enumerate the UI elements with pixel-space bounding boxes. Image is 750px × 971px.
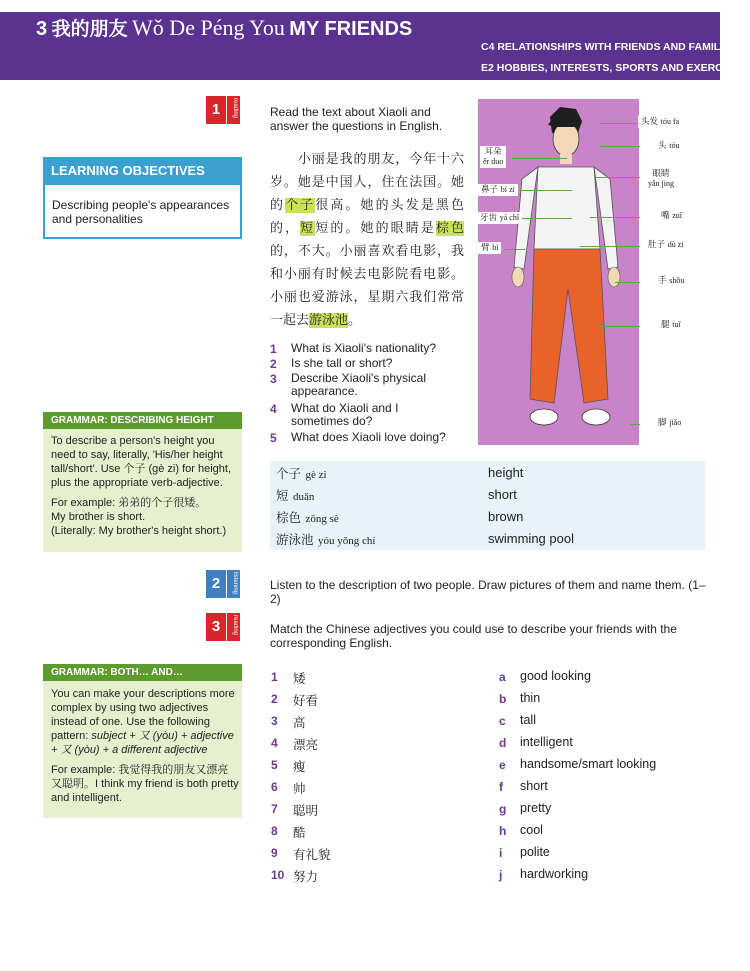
match-letter: c xyxy=(499,714,506,728)
label-leg: 腿 tuǐ xyxy=(658,319,684,331)
question-number: 4 xyxy=(270,402,277,416)
grammar-both-and-heading: GRAMMAR: BOTH… AND… xyxy=(43,664,242,681)
match-chinese: 努力 xyxy=(293,869,319,884)
match-number: 1 xyxy=(271,670,278,684)
match-chinese: 聪明 xyxy=(293,803,319,818)
label-line xyxy=(505,249,525,250)
learning-objectives-heading: LEARNING OBJECTIVES xyxy=(43,157,242,185)
match-english: tall xyxy=(520,713,536,727)
match-number: 10 xyxy=(271,868,285,882)
highlight-youyongchi: 游泳池 xyxy=(309,313,349,328)
topic-e2: E2 HOBBIES, INTERESTS, SPORTS AND EXERCISE xyxy=(481,62,740,74)
match-letter: j xyxy=(499,868,503,882)
label-line xyxy=(590,217,640,218)
match-chinese: 有礼貌 xyxy=(293,847,331,862)
vocab-row: 短 duǎn xyxy=(276,488,315,503)
topic-c4: C4 RELATIONSHIPS WITH FRIENDS AND FAMILY xyxy=(481,41,727,53)
match-number: 5 xyxy=(271,758,278,772)
highlight-duan: 短 xyxy=(300,221,316,236)
label-line xyxy=(600,146,640,147)
exercise-1-instruction: Read the text about Xiaoli and answer the questions in English. xyxy=(270,105,443,133)
grammar-height-heading: GRAMMAR: DESCRIBING HEIGHT xyxy=(43,412,242,429)
vocab-english: height xyxy=(488,465,524,480)
label-line xyxy=(600,326,640,327)
match-english: polite xyxy=(520,845,550,859)
question-number: 1 xyxy=(270,342,277,356)
vocab-english: brown xyxy=(488,509,524,524)
match-english: pretty xyxy=(520,801,552,815)
exercise-1-badge: 1 xyxy=(206,96,226,124)
match-number: 3 xyxy=(271,714,278,728)
match-letter: e xyxy=(499,758,506,772)
grammar-both-and-text: You can make your descriptions more complex by using two adjectives instead of one. Use the following pattern: subject + 又 (yòu) + adjective + 又 (yòu) + a different adjective For example: 我觉得我的朋友又漂亮又聪明。I think my friend is both pretty and intelligent. xyxy=(51,688,239,804)
title-pinyin: Wǒ De Péng You xyxy=(132,15,285,40)
match-letter: a xyxy=(499,670,506,684)
match-english: cool xyxy=(520,823,543,837)
learning-objectives-text: Describing people's appearances and personalities xyxy=(52,198,230,226)
match-letter: h xyxy=(499,824,507,838)
label-line xyxy=(580,246,640,247)
match-number: 9 xyxy=(271,846,278,860)
match-chinese: 漂亮 xyxy=(293,737,319,752)
question-text: What do Xiaoli and I sometimes do? xyxy=(291,401,399,428)
label-line xyxy=(522,218,572,219)
title-english: MY FRIENDS xyxy=(289,18,413,40)
exercise-3-badge: 3 xyxy=(206,613,226,641)
match-chinese: 帅 xyxy=(293,781,306,796)
highlight-zongse: 棕色 xyxy=(435,221,464,236)
match-letter: g xyxy=(499,802,507,816)
match-chinese: 矮 xyxy=(293,671,306,686)
match-english: short xyxy=(520,779,548,793)
listening-tab: listening xyxy=(227,570,240,598)
question-text: What is Xiaoli's nationality? xyxy=(291,341,437,355)
match-number: 2 xyxy=(271,692,278,706)
page-title xyxy=(36,14,412,41)
label-hand: 手 shǒu xyxy=(655,275,687,287)
match-english: good looking xyxy=(520,669,591,683)
match-letter: f xyxy=(499,780,503,794)
label-foot: 脚 jiǎo xyxy=(655,417,684,429)
vocab-row: 棕色 zōng sè xyxy=(276,510,339,525)
match-number: 7 xyxy=(271,802,278,816)
match-chinese: 好看 xyxy=(293,693,319,708)
vocab-english: swimming pool xyxy=(488,531,574,546)
question-text: Is she tall or short? xyxy=(291,356,393,370)
question-number: 5 xyxy=(270,431,277,445)
highlight-gezi: 个子 xyxy=(285,198,316,213)
match-letter: b xyxy=(499,692,507,706)
label-nose: 鼻子 bí zi xyxy=(478,184,518,196)
match-chinese: 高 xyxy=(293,715,306,730)
exercise-2-instruction: Listen to the description of two people. Draw pictures of them and name them. (1–2) xyxy=(270,578,706,606)
label-teeth: 牙齿 yá chǐ xyxy=(477,212,522,224)
label-belly: 肚子 dù zi xyxy=(645,239,687,251)
reading-tab: reading xyxy=(227,613,240,641)
match-english: thin xyxy=(520,691,541,705)
label-line xyxy=(630,424,640,425)
unit-number: 3 xyxy=(36,18,48,40)
match-english: handsome/smart looking xyxy=(520,757,657,771)
vocab-english: short xyxy=(488,487,517,502)
question-text: What does Xiaoli love doing? xyxy=(291,430,446,444)
match-number: 6 xyxy=(271,780,278,794)
label-line xyxy=(600,123,640,124)
exercise-2-badge: 2 xyxy=(206,570,226,598)
question-number: 2 xyxy=(270,357,277,371)
label-hair: 头发 tóu fa xyxy=(638,116,682,128)
label-ear: 耳朵 ěr duo xyxy=(480,146,506,168)
question-text: Describe Xiaoli's physical appearance. xyxy=(291,371,427,398)
label-line xyxy=(615,282,640,283)
match-chinese: 瘦 xyxy=(293,759,306,774)
question-number: 3 xyxy=(270,372,277,386)
label-line xyxy=(512,158,567,159)
label-head: 头 tóu xyxy=(655,140,682,152)
label-line xyxy=(595,177,640,178)
label-eye: 眼睛 yǎn jing xyxy=(645,168,677,190)
match-chinese: 酷 xyxy=(293,825,306,840)
vocab-row: 个子 gè zi xyxy=(276,466,327,481)
match-letter: d xyxy=(499,736,507,750)
match-number: 8 xyxy=(271,824,278,838)
label-arm: 臂 bì xyxy=(478,242,501,254)
reading-tab: reading xyxy=(227,96,240,124)
match-letter: i xyxy=(499,846,503,860)
reading-passage: 小丽是我的朋友，今年十六岁。她是中国人，住在法国。她的个子很高。她的头发是黑色的，短短的。她的眼睛是棕色的，不大。小丽喜欢看电影，我和小丽有时候去电影院看电影。小丽也爱游泳，星期六我们常常一起去游泳池。 xyxy=(270,152,464,328)
grammar-height-text: To describe a person's height you need to say, literally, 'His/her height tall/short'. Use 个子 (gè zi) for height, plus the appropriate verb-adjective. For example: 弟弟的个子很矮。 My brother is short. (Literally: My brother's height short.) xyxy=(51,435,231,537)
vocab-row: 游泳池 yóu yǒng chí xyxy=(276,532,376,547)
exercise-3-instruction: Match the Chinese adjectives you could use to describe your friends with the corresponding English. xyxy=(270,622,677,650)
match-english: hardworking xyxy=(520,867,589,881)
title-chinese: 我的朋友 xyxy=(51,18,128,40)
match-english: intelligent xyxy=(520,735,573,749)
match-number: 4 xyxy=(271,736,278,750)
label-line xyxy=(520,190,572,191)
label-mouth: 嘴 zuǐ xyxy=(658,210,685,222)
